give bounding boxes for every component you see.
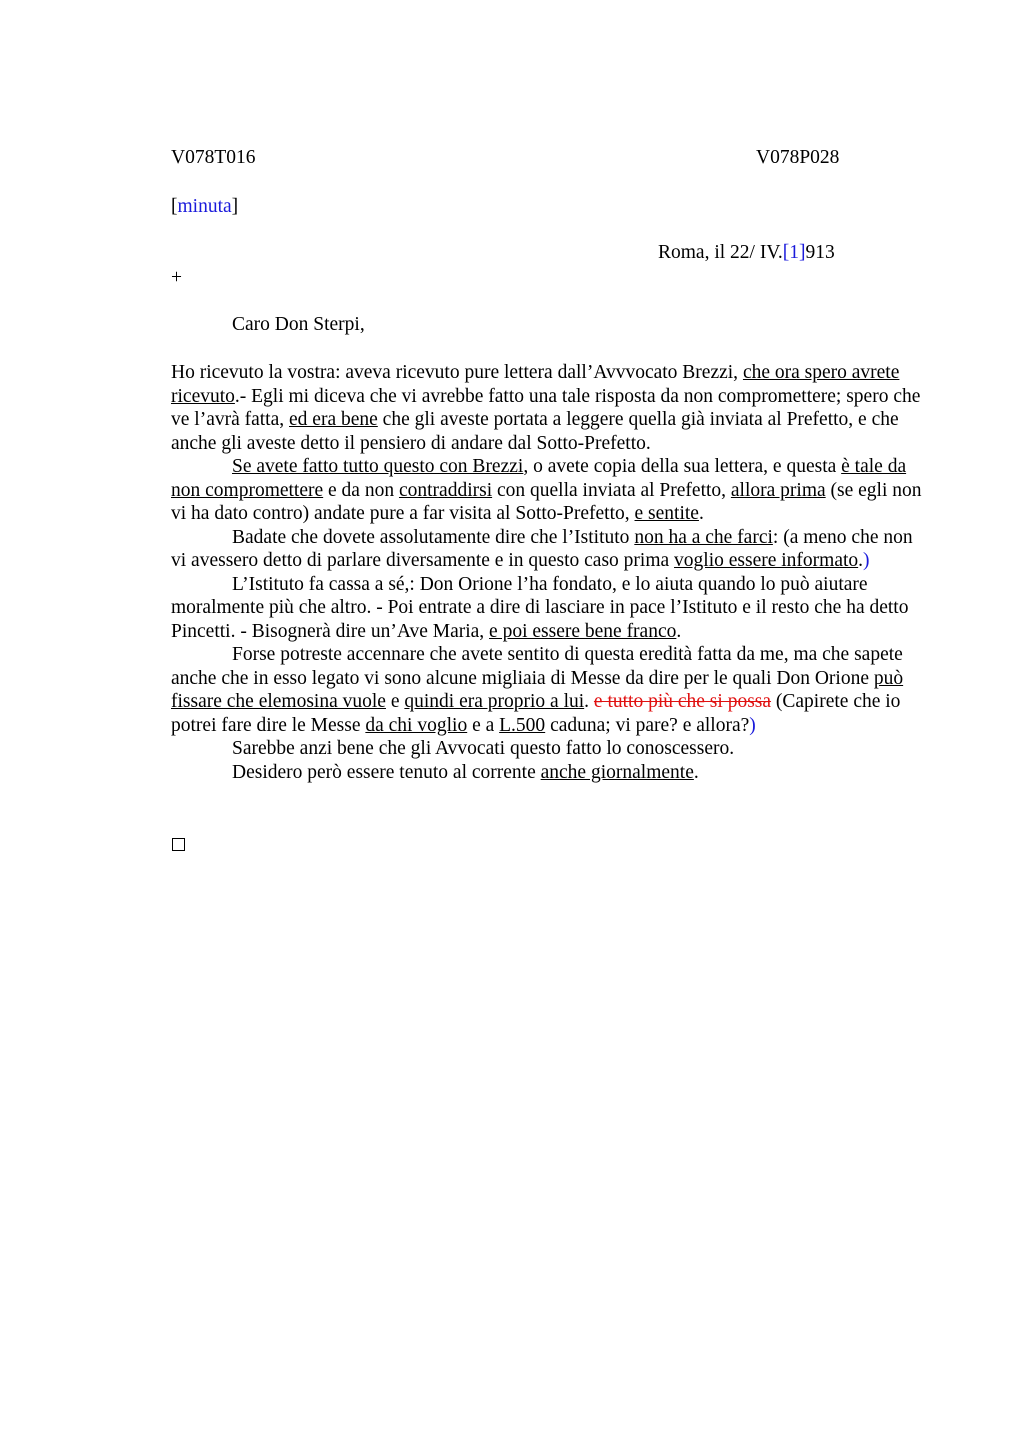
p2-text-1: , o avete copia della sua lettera, e questa: [523, 456, 842, 477]
p2-underline-3: contraddirsi: [398, 479, 493, 501]
p5-text-6: caduna; vi pare? e allora?: [545, 714, 750, 736]
document-code-left: V078T016: [171, 147, 256, 168]
note-label: minuta: [177, 196, 232, 217]
paragraph-6: [171, 737, 931, 761]
p5-deleted-text: e tutto più che si possa: [593, 691, 772, 712]
note-bracket-close: ]: [231, 196, 239, 217]
document-code-right: V078P028: [756, 147, 840, 168]
p4-text-2: .: [676, 620, 682, 642]
p1-underline-1: che ora spero avrete ricevuto: [171, 362, 900, 407]
paragraph-7: [171, 761, 931, 785]
footnote-ref: [1]: [782, 242, 806, 263]
p3-underline-1: non ha a che farci: [634, 526, 773, 548]
p5-text-5: e a: [467, 714, 500, 736]
p6-text-1: Sarebbe anzi bene che gli Avvocati questo fatto lo conoscessero.: [232, 738, 735, 759]
p5-underline-3: da chi voglio: [365, 714, 468, 736]
p7-text-2: .: [693, 761, 699, 783]
p1-underline-2: ed era bene: [289, 409, 378, 430]
p7-underline-1: anche giornalmente: [540, 761, 694, 783]
p5-text-4: (Capirete che io potrei fare dire le Messe: [171, 691, 901, 736]
paragraph-1: [171, 361, 931, 455]
p4-text-1: L’Istituto fa cassa a sé,: Don Orione l’ha fondato, e lo aiuta quando lo può aiutare moralmente più che altro. - Poi entrate a dire di lasciare in pace l’Istituto e il resto che ha detto Pincetti. - Bisognerà dire un’Ave Maria,: [171, 573, 909, 642]
end-box-icon: [172, 838, 185, 851]
p1-text-3: che gli aveste portata a leggere quella già inviata al Prefetto, e che anche gli aveste detto il pensiero di andare dal Sotto-Prefetto.: [171, 409, 899, 454]
letter-body: [171, 361, 931, 784]
note-bracket-open: [: [171, 196, 178, 217]
paragraph-3: [171, 526, 931, 573]
p1-text-2: .- Egli mi diceva che vi avrebbe fatto una tale risposta da non compromettere; spero che ve l’avrà fatta,: [171, 385, 921, 430]
paragraph-4: [171, 573, 931, 644]
p2-text-5: .: [698, 503, 704, 524]
cross-symbol: +: [171, 267, 182, 288]
dateline-prefix: Roma, il 22/ IV.: [658, 242, 783, 263]
p3-editorial-paren: ): [863, 550, 870, 571]
p5-editorial-paren: ): [749, 714, 756, 736]
p1-text-1: Ho ricevuto la vostra: aveva ricevuto pure lettera dall’Avvvocato Brezzi,: [171, 362, 743, 383]
p5-text-3: .: [584, 691, 594, 712]
paragraph-5: [171, 643, 931, 737]
p5-text-1: Forse potreste accennare che avete sentito di questa eredità fatta da me, ma che sapete anche che in esso legato vi sono alcune migliaia di Messe da dire per le quali Don Orione: [171, 644, 903, 689]
p5-text-2: e: [385, 691, 405, 712]
p5-underline-2: quindi era proprio a lui: [404, 691, 585, 712]
editorial-note: [171, 195, 238, 219]
p2-text-4: (se egli non vi ha dato contro) andate pure a far visita al Sotto-Prefetto,: [171, 479, 922, 524]
p3-underline-2: voglio essere informato: [674, 550, 859, 571]
p4-underline-1: e poi essere bene franco: [489, 620, 677, 642]
p2-text-3: con quella inviata al Prefetto,: [492, 479, 731, 501]
p3-text-2: : (a meno che non vi avessero detto di parlare diversamente e in questo caso prima: [171, 526, 913, 571]
dateline-suffix: 913: [805, 242, 835, 263]
paragraph-2: [171, 455, 931, 526]
p2-underline-2: è tale da non compromettere: [171, 456, 907, 501]
p3-text-3: .: [858, 550, 864, 571]
p5-underline-1: può fissare che elemosina vuole: [171, 667, 904, 712]
p2-underline-1: Se avete fatto tutto questo con Brezzi: [232, 456, 524, 477]
salutation: Caro Don Sterpi,: [232, 314, 365, 335]
p5-underline-4: L.500: [499, 714, 546, 736]
p2-underline-4: allora prima: [730, 479, 826, 501]
p2-text-2: e da non: [323, 479, 399, 501]
p3-text-1: Badate che dovete assolutamente dire che l’Istituto: [232, 526, 635, 548]
p2-underline-5: e sentite: [634, 503, 699, 524]
p7-text-1: Desidero però essere tenuto al corrente: [232, 761, 541, 783]
dateline: [658, 241, 835, 265]
